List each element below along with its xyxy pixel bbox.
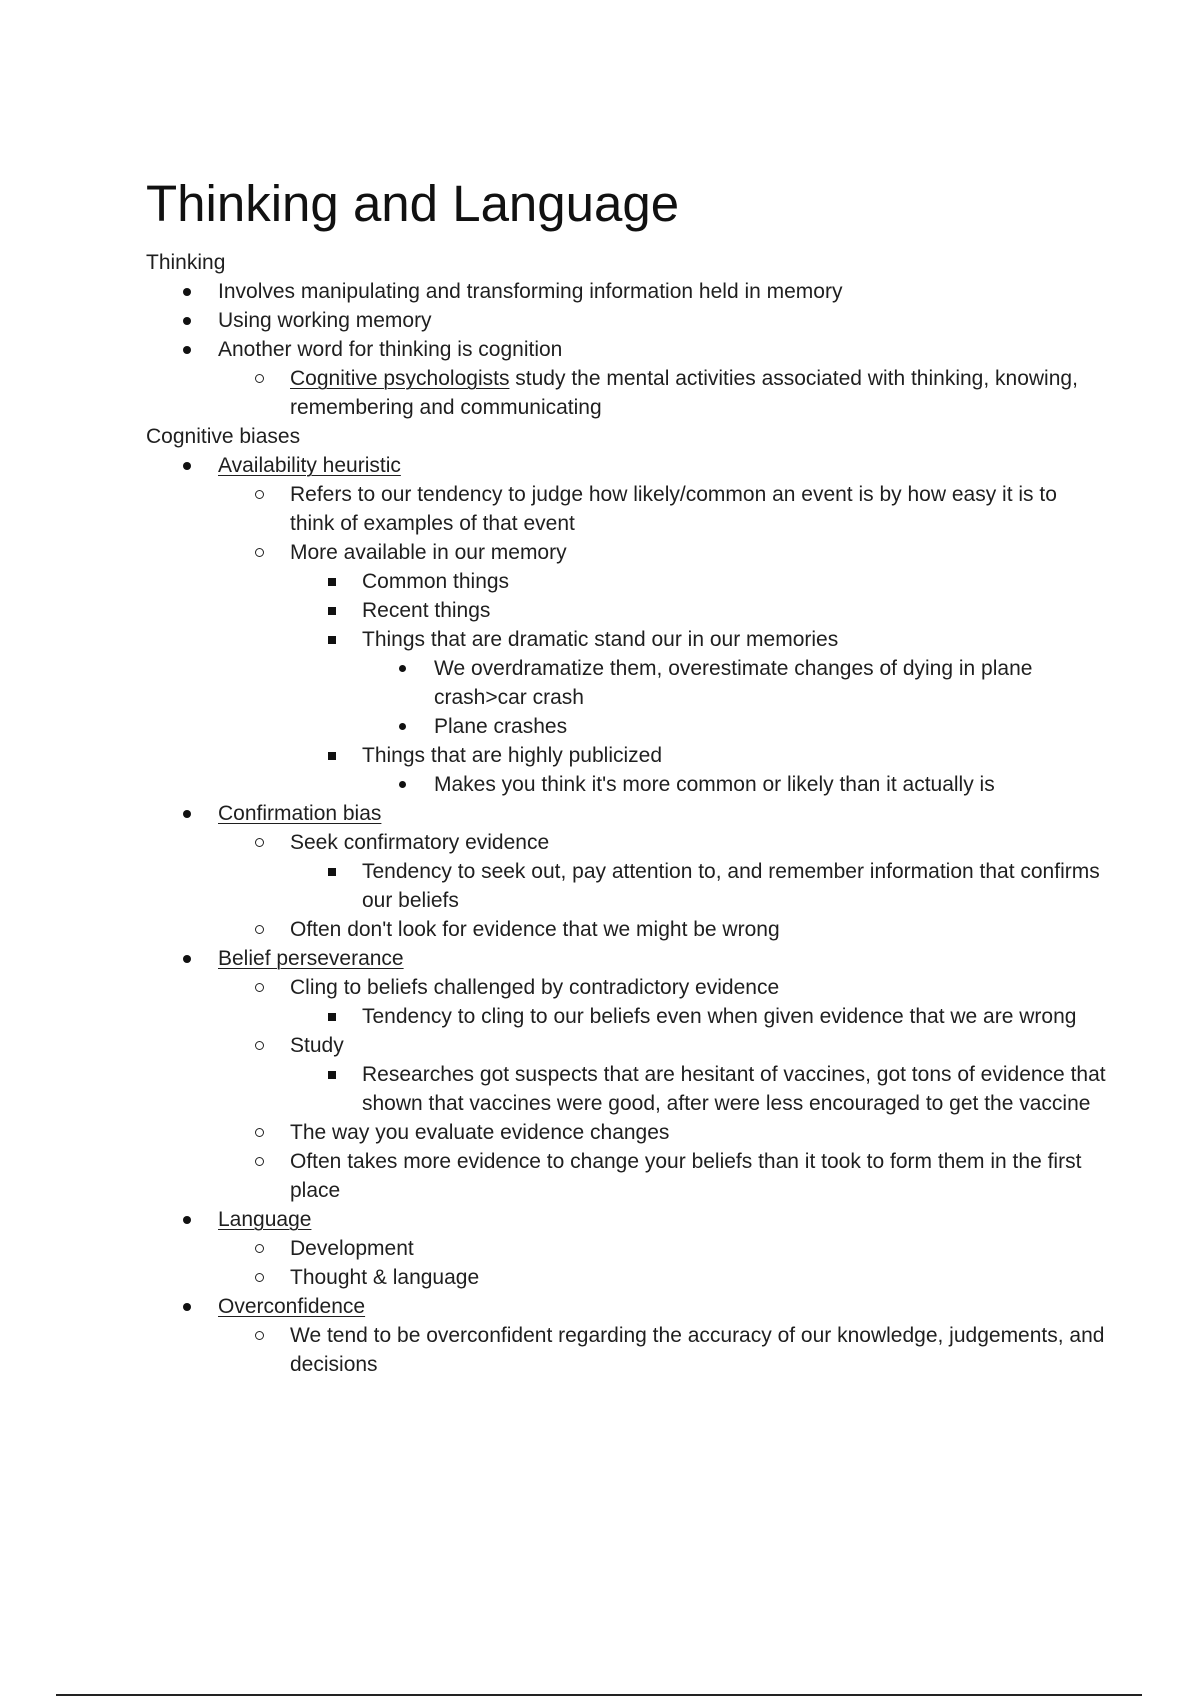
list-item: Recent things (290, 596, 1106, 625)
list-item: We tend to be overconfident regarding the accuracy of our knowledge, judgements, and decisions (218, 1321, 1106, 1379)
list-item: Refers to our tendency to judge how likely/common an event is by how easy it is to think of examples of that event (218, 480, 1106, 538)
term-cognitive-psychologists: Cognitive psychologists (290, 367, 510, 390)
list-item: More available in our memory Common things Recent things Things that are dramatic stand our in our memories We overdramatize them, overestimate changes of dying in plane crash>car crash Plane crashes Things that are highly publicized Makes you think it's more common or likely than it actually is (218, 538, 1106, 799)
list-item: Makes you think it's more common or likely than it actually is (362, 770, 1106, 799)
page-title: Thinking and Language (146, 175, 680, 233)
list-item: Seek confirmatory evidence Tendency to seek out, pay attention to, and remember information that confirms our beliefs (218, 828, 1106, 915)
list-item: Things that are dramatic stand our in our memories We overdramatize them, overestimate changes of dying in plane crash>car crash Plane crashes (290, 625, 1106, 741)
list-item: Researches got suspects that are hesitant of vaccines, got tons of evidence that shown that vaccines were good, after were less encouraged to get the vaccine (290, 1060, 1106, 1118)
list-item-confirmation (146, 799, 1106, 944)
term-overconfidence: Overconfidence (218, 1295, 366, 1318)
list-item: Study Researches got suspects that are hesitant of vaccines, got tons of evidence that shown that vaccines were good, after were less encouraged to get the vaccine (218, 1031, 1106, 1118)
list-item: Cognitive psychologists study the mental activities associated with thinking, knowing, remembering and communicating (218, 364, 1106, 422)
list-item-language (146, 1205, 1106, 1292)
list-item: Development (218, 1234, 1106, 1263)
page-bottom-rule (56, 1694, 1142, 1696)
list-item: Common things (290, 567, 1106, 596)
list-item: Tendency to seek out, pay attention to, and remember information that confirms our beliefs (290, 857, 1106, 915)
list-item: Another word for thinking is cognition Cognitive psychologists study the mental activities associated with thinking, knowing, remembering and communicating (146, 335, 1106, 422)
list-item: Often takes more evidence to change your beliefs than it took to form them in the first place (218, 1147, 1106, 1205)
list-item: The way you evaluate evidence changes (218, 1118, 1106, 1147)
list-item: Involves manipulating and transforming information held in memory (146, 277, 1106, 306)
list-item: Using working memory (146, 306, 1106, 335)
list-item: Plane crashes (362, 712, 1106, 741)
biases-list (146, 451, 1106, 1379)
term-belief-perseverance: Belief perseverance (218, 947, 404, 970)
list-item: Often don't look for evidence that we might be wrong (218, 915, 1106, 944)
section-heading-cognitive-biases: Cognitive biases (146, 425, 301, 448)
list-item: Tendency to cling to our beliefs even when given evidence that we are wrong (290, 1002, 1106, 1031)
notes-body (146, 248, 1106, 1379)
list-item: We overdramatize them, overestimate changes of dying in plane crash>car crash (362, 654, 1106, 712)
term-availability-heuristic: Availability heuristic (218, 454, 401, 477)
list-item: Cling to beliefs challenged by contradictory evidence Tendency to cling to our beliefs even when given evidence that we are wrong (218, 973, 1106, 1031)
list-item: Things that are highly publicized Makes you think it's more common or likely than it actually is (290, 741, 1106, 799)
term-confirmation-bias: Confirmation bias (218, 802, 382, 825)
section-heading-thinking: Thinking (146, 251, 226, 274)
term-language: Language (218, 1208, 312, 1231)
list-item-availability (146, 451, 1106, 799)
list-item-belief (146, 944, 1106, 1205)
thinking-list (146, 277, 1106, 422)
list-item-overconfidence (146, 1292, 1106, 1379)
list-item: Thought & language (218, 1263, 1106, 1292)
